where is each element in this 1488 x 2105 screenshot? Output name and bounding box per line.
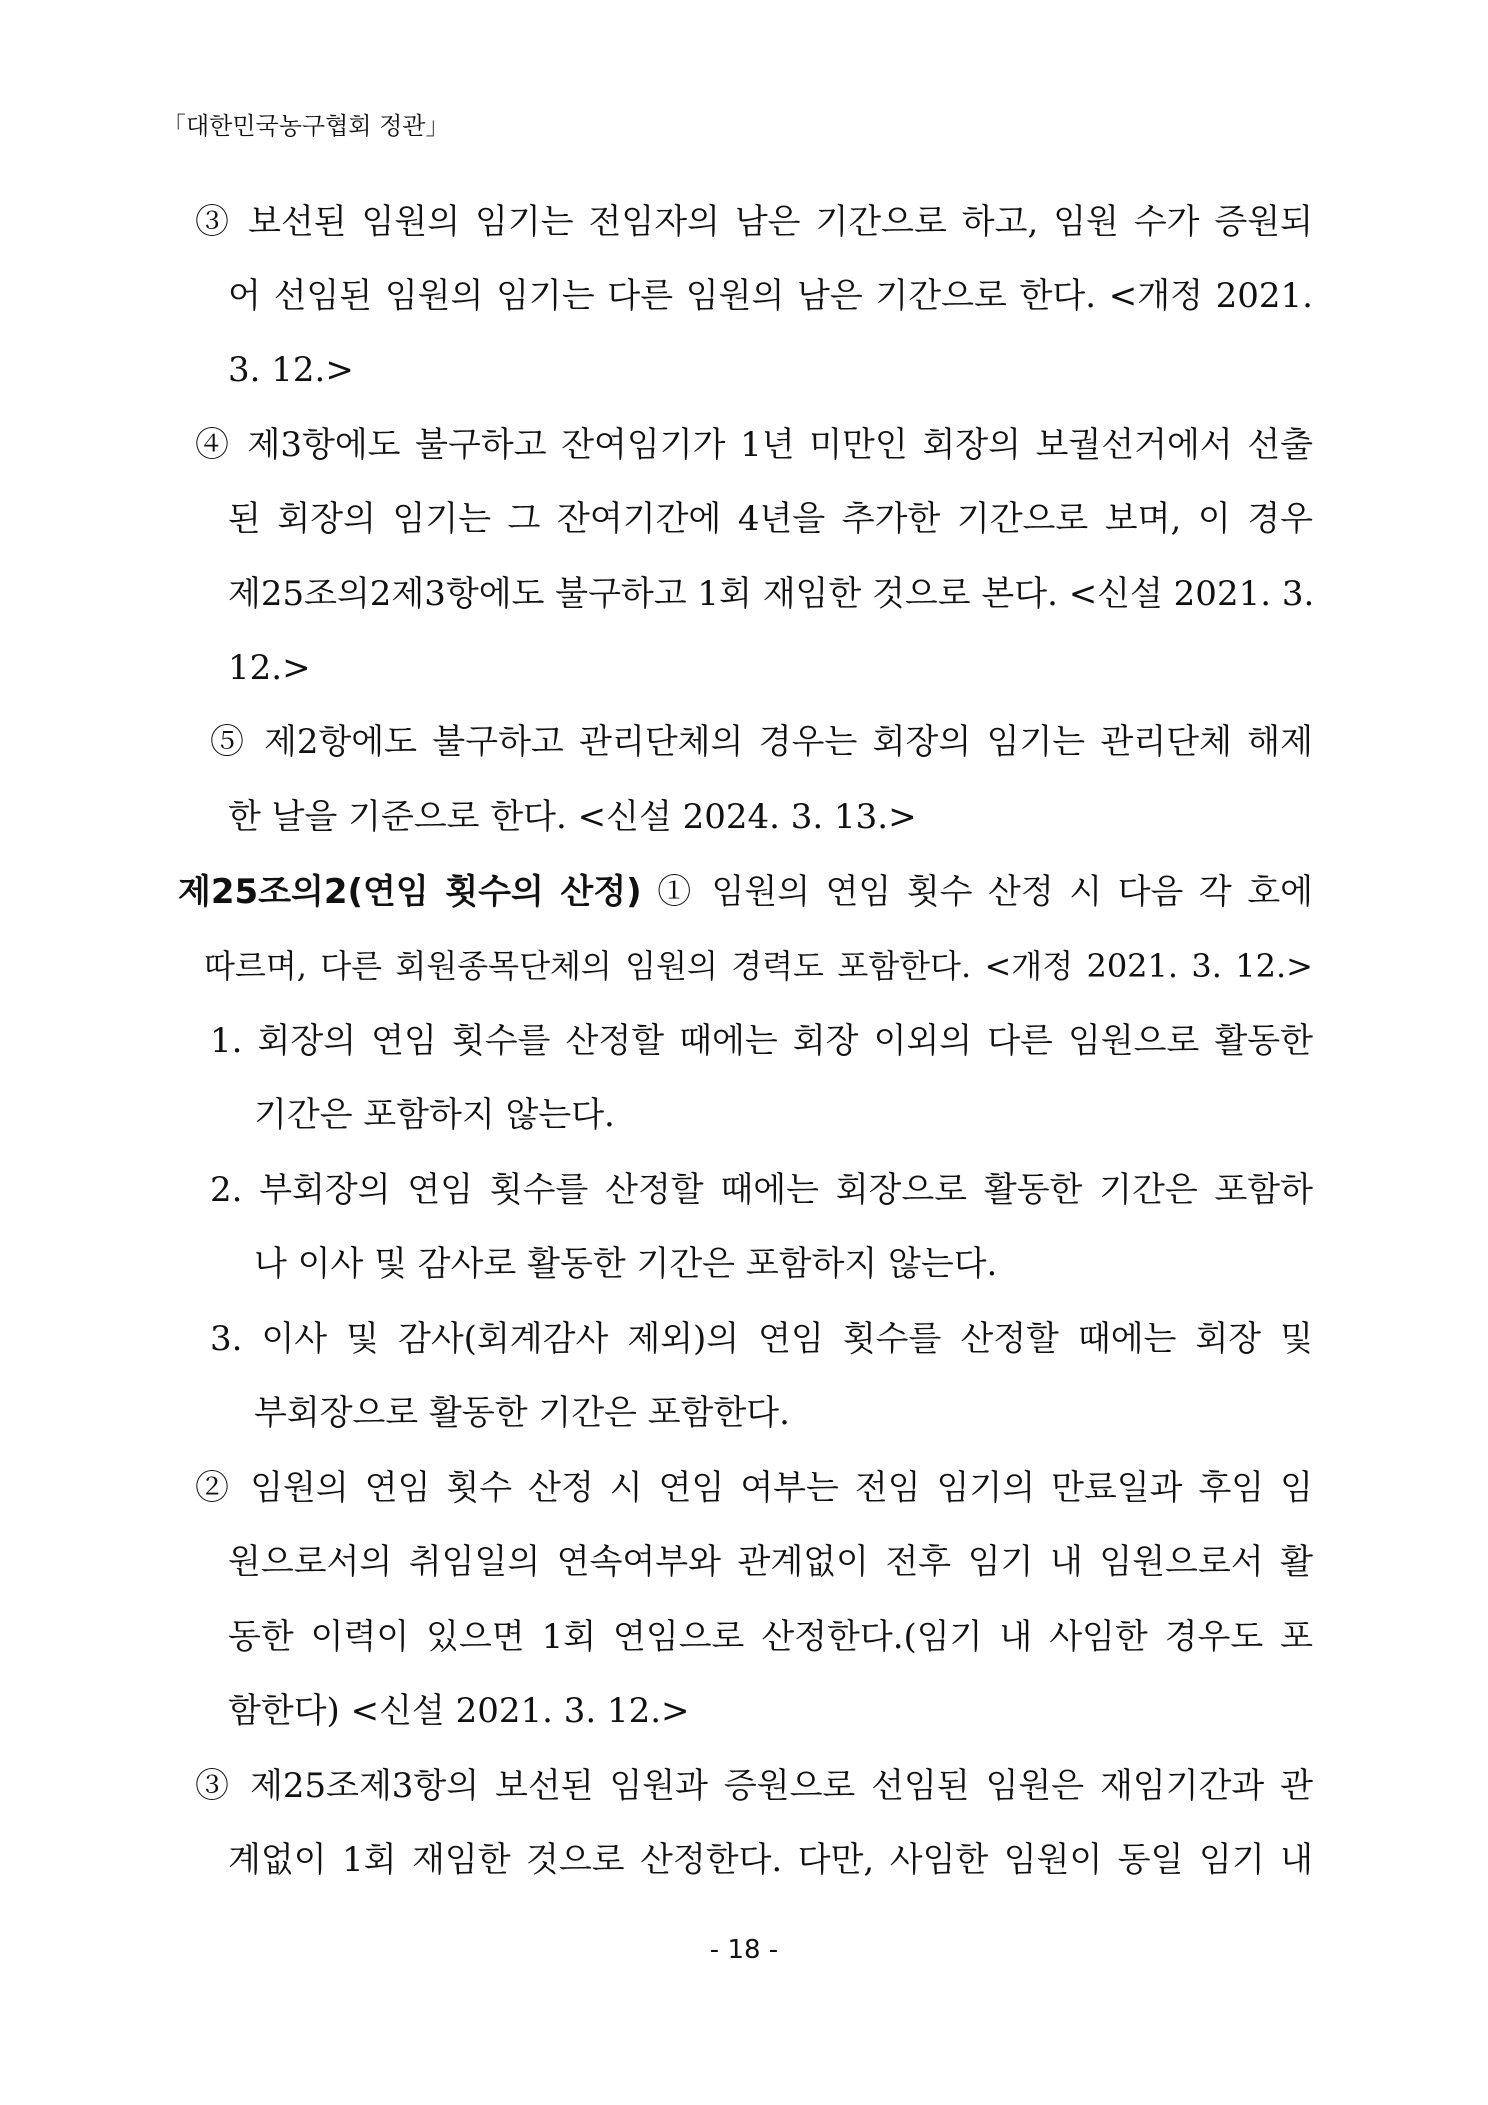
article-title: 제25조의2(연임 횟수의 산정): [178, 872, 642, 912]
article-first-clause: ① 임원의 연임 횟수 산정 시 다음 각 호에: [657, 872, 1314, 912]
paragraph-line: 3. 12.>: [228, 350, 354, 390]
paragraph-line: 제25조의2제3항에도 불구하고 1회 재임한 것으로 본다. <신설 2021. 3.: [228, 574, 1315, 614]
paragraph-line: ④ 제3항에도 불구하고 잔여임기가 1년 미만인 회장의 보궐선거에서 선출: [195, 425, 1313, 465]
list-item-line: 부회장으로 활동한 기간은 포함한다.: [254, 1393, 790, 1433]
list-item-line: 2. 부회장의 연임 횟수를 산정할 때에는 회장으로 활동한 기간은 포함하: [210, 1170, 1313, 1210]
paragraph-line: ③ 제25조제3항의 보선된 임원과 증원으로 선임된 임원은 재임기간과 관: [195, 1766, 1313, 1806]
list-item-line: 1. 회장의 연임 횟수를 산정할 때에는 회장 이외의 다른 임원으로 활동한: [210, 1021, 1313, 1061]
paragraph-line: 계없이 1회 재임한 것으로 산정한다. 다만, 사임한 임원이 동일 임기 내: [228, 1840, 1313, 1880]
paragraph-line: 원으로서의 취임일의 연속여부와 관계없이 전후 임기 내 임원으로서 활: [228, 1542, 1313, 1582]
paragraph-line: 12.>: [228, 648, 311, 688]
paragraph-line: ② 임원의 연임 횟수 산정 시 연임 여부는 전임 임기의 만료일과 후임 임: [195, 1468, 1313, 1508]
paragraph-line: 어 선임된 임원의 임기는 다른 임원의 남은 기간으로 한다. <개정 2021.: [228, 276, 1313, 316]
page-number: - 18 -: [709, 1935, 779, 1965]
paragraph-line: 한 날을 기준으로 한다. <신설 2024. 3. 13.>: [228, 797, 917, 837]
paragraph-line: ③ 보선된 임원의 임기는 전임자의 남은 기간으로 하고, 임원 수가 증원되: [195, 202, 1313, 242]
paragraph-line: 동한 이력이 있으면 1회 연임으로 산정한다.(임기 내 사임한 경우도 포: [228, 1617, 1313, 1657]
article-heading-line: [178, 872, 1313, 912]
paragraph-line: 된 회장의 임기는 그 잔여기간에 4년을 추가한 기간으로 보며, 이 경우: [228, 499, 1313, 539]
list-item-line: 기간은 포함하지 않는다.: [254, 1095, 615, 1135]
document-header: 「대한민국농구협회 정관」: [162, 112, 450, 140]
paragraph-line: 따르며, 다른 회원종목단체의 임원의 경력도 포함한다. <개정 2021. 3. 12.>: [204, 947, 1313, 985]
paragraph-line: ⑤ 제2항에도 불구하고 관리단체의 경우는 회장의 임기는 관리단체 해제: [210, 722, 1313, 762]
list-item-line: 나 이사 및 감사로 활동한 기간은 포함하지 않는다.: [254, 1244, 998, 1284]
paragraph-line: 함한다) <신설 2021. 3. 12.>: [228, 1691, 690, 1731]
list-item-line: 3. 이사 및 감사(회계감사 제외)의 연임 횟수를 산정할 때에는 회장 및: [210, 1319, 1313, 1359]
